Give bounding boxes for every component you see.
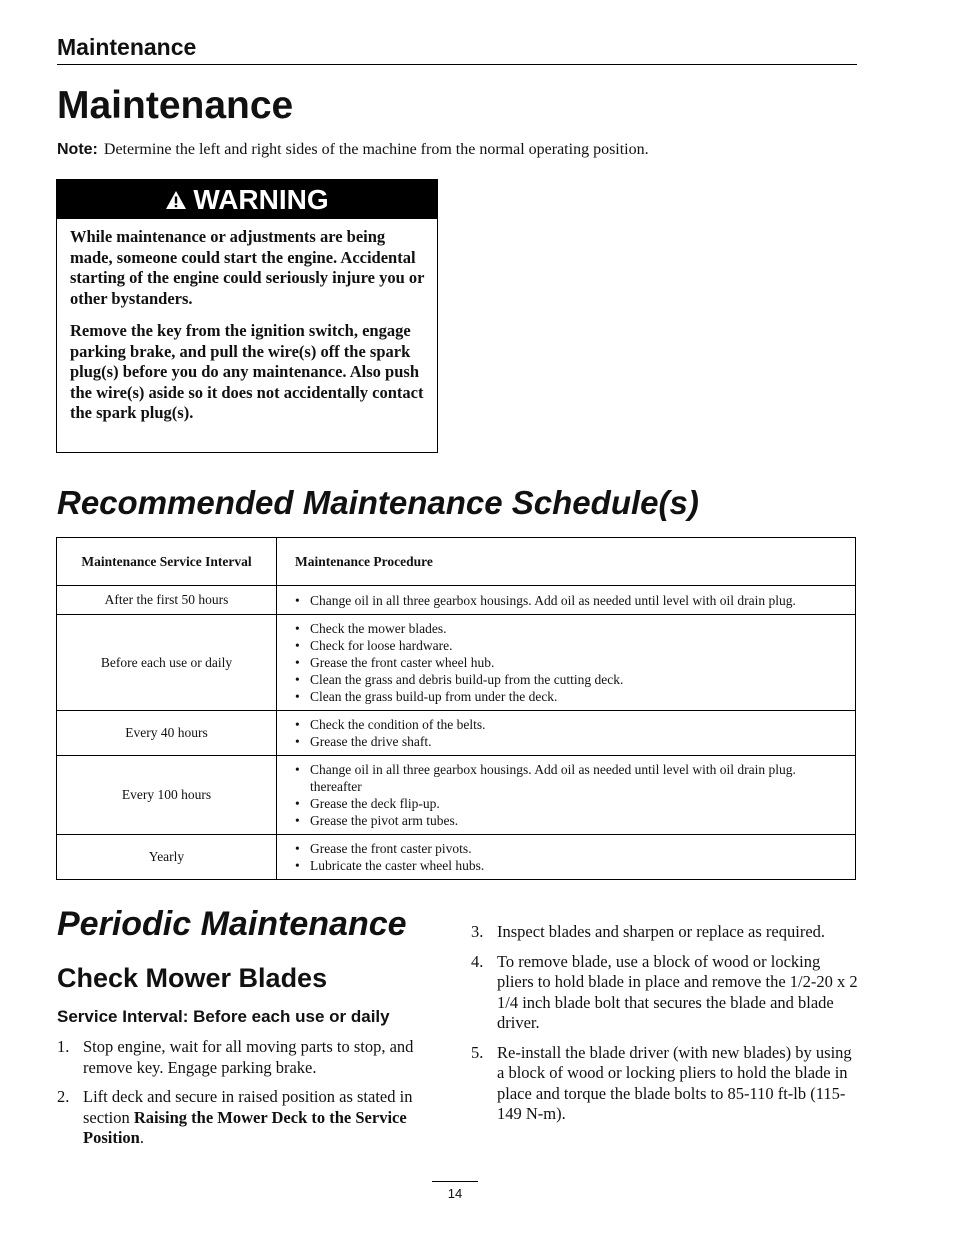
steps-list-right: [471, 922, 861, 1134]
procedure-item: • Grease the front caster pivots.: [295, 840, 837, 857]
procedure-list: [295, 761, 837, 829]
procedure-item: • Clean the grass and debris build-up from the cutting deck.: [295, 671, 837, 688]
procedure-item: • Change oil in all three gearbox housings. Add oil as needed until level with oil drain plug. thereafter: [295, 761, 837, 795]
table-row: [57, 756, 856, 835]
header-rule: [57, 64, 857, 65]
column-header-procedure: Maintenance Procedure: [277, 538, 856, 586]
maintenance-schedule-table: [56, 537, 856, 880]
procedure-item: • Grease the front caster wheel hub.: [295, 654, 837, 671]
warning-header: [57, 180, 437, 219]
procedure-cell: [277, 835, 856, 880]
procedure-list: [295, 592, 837, 609]
procedure-item: • Clean the grass build-up from under the deck.: [295, 688, 837, 705]
warning-paragraph-1: While maintenance or adjustments are being made, someone could start the engine. Accidental starting of the engine could seriously injure you or other bystanders.: [70, 227, 425, 308]
column-header-interval: Maintenance Service Interval: [57, 538, 277, 586]
running-head: Maintenance: [57, 34, 197, 60]
interval-cell: Before each use or daily: [57, 615, 277, 711]
step-3: 3. Inspect blades and sharpen or replace as required.: [471, 922, 826, 941]
interval-cell: Every 100 hours: [57, 756, 277, 835]
warning-paragraph-2: Remove the key from the ignition switch, engage parking brake, and pull the wire(s) off the spark plug(s) before you do any maintenance. Also push the wire(s) aside so it does not accidentally contact the spark plug(s).: [70, 321, 424, 422]
procedure-item: • Check the condition of the belts.: [295, 716, 837, 733]
procedure-item: • Grease the pivot arm tubes.: [295, 812, 837, 829]
warning-box: [56, 179, 438, 453]
procedure-cell: [277, 711, 856, 756]
interval-cell: Yearly: [57, 835, 277, 880]
procedure-cell: [277, 615, 856, 711]
procedure-cell: [277, 756, 856, 835]
step-1: 1. Stop engine, wait for all moving parts to stop, and remove key. Engage parking brake.: [57, 1037, 414, 1077]
procedure-item: • Check for loose hardware.: [295, 637, 837, 654]
procedure-item: • Grease the deck flip-up.: [295, 795, 837, 812]
step-2: 2. Lift deck and secure in raised position as stated in section Raising the Mower Deck to the Service Position.: [57, 1087, 413, 1147]
page-title: Maintenance: [57, 84, 294, 127]
warning-title: WARNING: [193, 183, 329, 215]
note-text: Determine the left and right sides of the machine from the normal operating position.: [103, 141, 649, 158]
warning-body: [57, 219, 437, 424]
service-interval: Service Interval: Before each use or daily: [57, 1007, 390, 1026]
check-mower-blades-heading: Check Mower Blades: [57, 963, 328, 993]
procedure-cell: [277, 586, 856, 615]
interval-cell: After the first 50 hours: [57, 586, 277, 615]
procedure-list: [295, 716, 837, 750]
steps-list-left: [57, 1037, 447, 1158]
schedule-heading: Recommended Maintenance Schedule(s): [57, 484, 699, 521]
interval-cell: Every 40 hours: [57, 711, 277, 756]
periodic-maintenance-heading: Periodic Maintenance: [57, 905, 407, 943]
step-4: 4. To remove blade, use a block of wood or locking pliers to hold blade in place and remove the 1/2-20 x 2 1/4 inch blade bolt that secures the blade and blade driver.: [471, 951, 858, 1032]
procedure-item: • Grease the drive shaft.: [295, 733, 837, 750]
table-row: [57, 586, 856, 615]
procedure-item: • Lubricate the caster wheel hubs.: [295, 857, 837, 874]
step-2-section-reference: Raising the Mower Deck to the Service Position: [83, 1107, 407, 1147]
procedure-list: [295, 620, 837, 705]
step-5: 5. Re-install the blade driver (with new blades) by using a block of wood or locking pliers to hold the blade in place and torque the blade bolts to 85-110 ft-lb (115-149 N-m).: [471, 1042, 852, 1123]
procedure-item: • Check the mower blades.: [295, 620, 837, 637]
note-label: Note:: [57, 141, 98, 158]
procedure-list: [295, 840, 837, 874]
table-row: [57, 615, 856, 711]
page-number: 14: [447, 1186, 463, 1201]
table-row: [57, 835, 856, 880]
note: [57, 141, 649, 159]
table-row: [57, 711, 856, 756]
footer-rule: [432, 1181, 478, 1182]
table-header-row: [57, 538, 856, 586]
warning-triangle-icon: [165, 190, 187, 210]
procedure-item: • Change oil in all three gearbox housings. Add oil as needed until level with oil drain plug.: [295, 592, 837, 609]
